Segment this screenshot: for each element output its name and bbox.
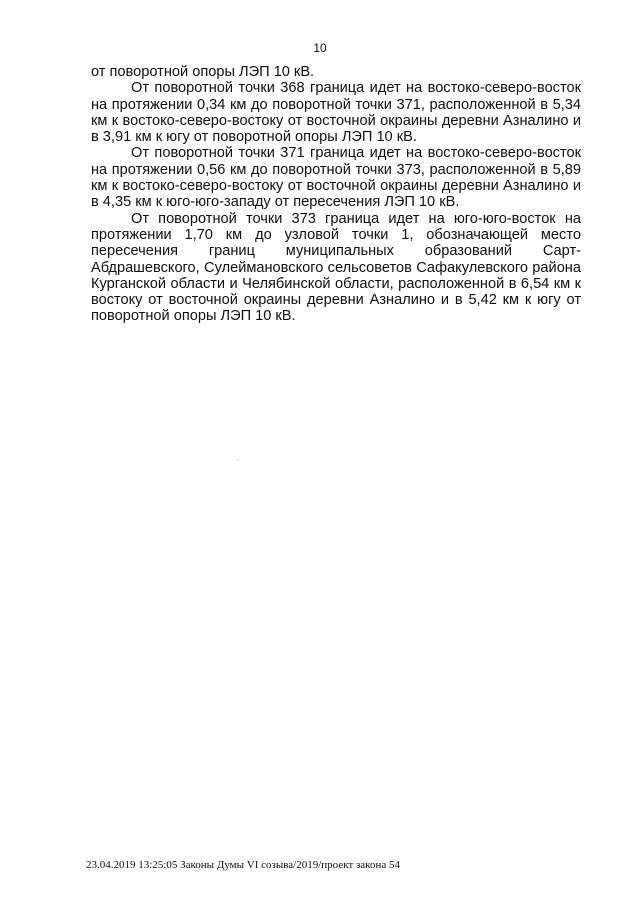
page-number: 10 <box>313 41 327 55</box>
paragraph-point-371: От поворотной точки 371 граница идет на востоко-северо-восток на протяжении 0,56 км до поворотной точки 373, расположенной в 5,89 км к востоко-северо-востоку от восточной окраины деревни Азналино и в 4,35 км к юго-юго-западу от пересечения ЛЭП 10 кВ. <box>91 145 581 211</box>
paragraph-point-373: От поворотной точки 373 граница идет на юго-юго-восток на протяжении 1,70 км до узловой точки 1, обозначающей место пересечения границ муниципальных образований Сарт-Абдрашевского, Сулеймановского сельсоветов Сафакулевского района Курганской области и Челябинской области, расположенной в 6,54 км к востоку от восточной окраины деревни Азналино и в 5,42 км к югу от поворотной опоры ЛЭП 10 кВ. <box>91 210 581 325</box>
paragraph-point-368: От поворотной точки 368 граница идет на востоко-северо-восток на протяжении 0,34 км до поворотной точки 371, расположенной в 5,34 км к востоко-северо-востоку от восточной окраины деревни Азналино и в 3,91 км к югу от поворотной опоры ЛЭП 10 кВ. <box>91 80 581 146</box>
scan-speck <box>237 459 238 460</box>
document-body <box>91 64 581 325</box>
paragraph-continuation: от поворотной опоры ЛЭП 10 кВ. <box>91 64 315 80</box>
footer-stamp: 23.04.2019 13:25:05 Законы Думы VI созыва/2019/проект закона 54 <box>86 859 400 871</box>
